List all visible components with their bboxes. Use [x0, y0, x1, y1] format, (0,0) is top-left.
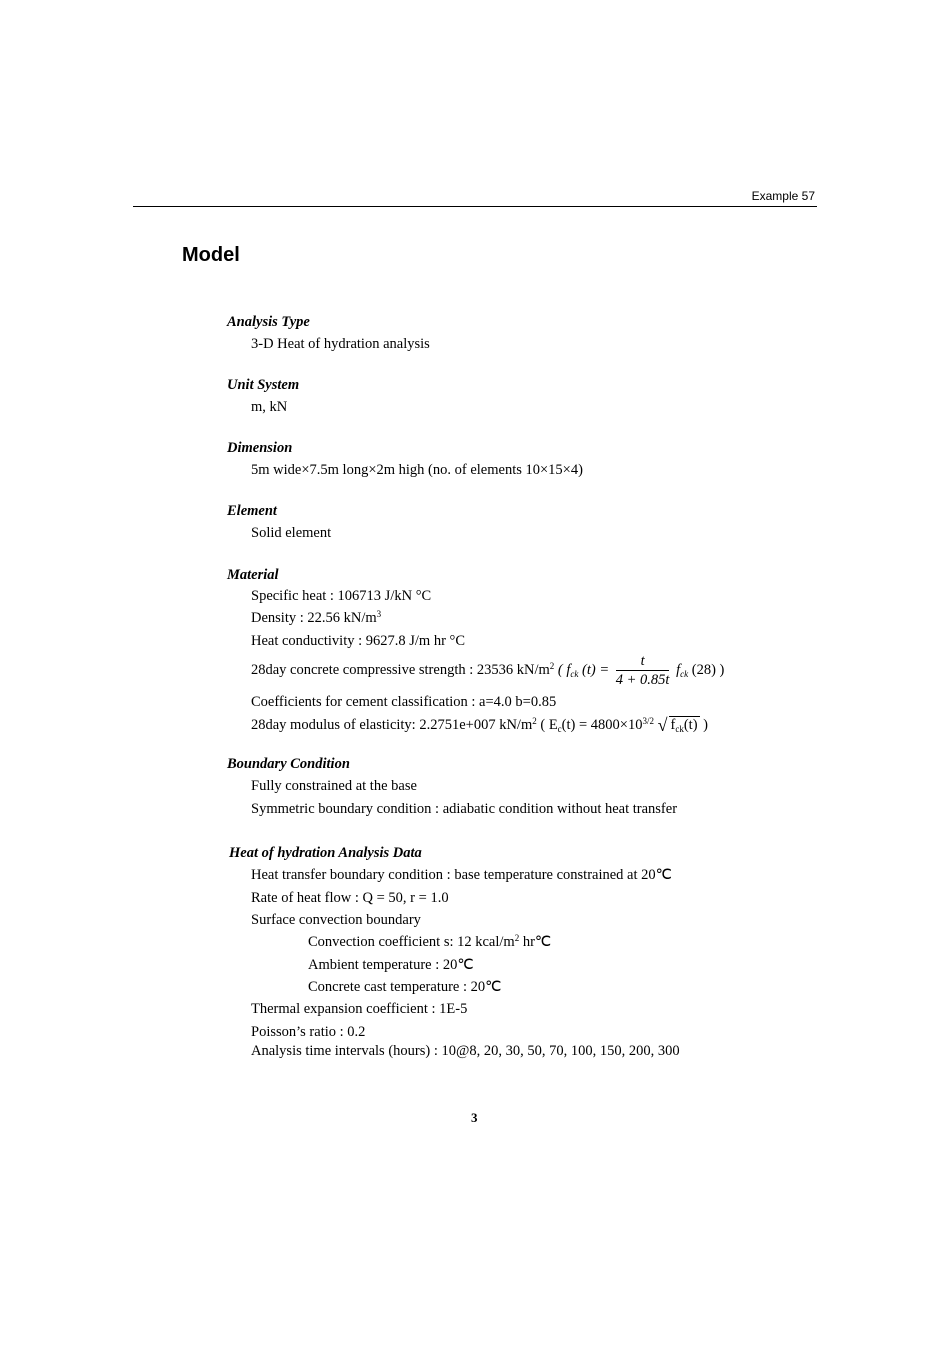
- dimension-heading: Dimension: [227, 440, 293, 456]
- intervals-line: Analysis time intervals (hours) : 10@8, 20, 30, 50, 70, 100, 150, 200, 300: [251, 1043, 680, 1059]
- strength-text: [251, 662, 554, 679]
- strength-fraction: [616, 653, 670, 688]
- modulus-formula-mid: (t) = 4800×10: [561, 717, 643, 733]
- boundary-line-1: Fully constrained at the base: [251, 778, 417, 794]
- section-title: Model: [182, 244, 240, 266]
- sqrt-sub: ck: [675, 724, 684, 734]
- modulus-label: 28day modulus of elasticity: 2.2751e+007 kN/m: [251, 717, 533, 733]
- sqrt-icon: √: [657, 715, 668, 735]
- dimension-value: 5m wide×7.5m long×2m high (no. of elements 10×15×4): [251, 462, 583, 478]
- modulus-formula-sub: c: [557, 724, 562, 734]
- header-label: Example 57: [751, 189, 815, 203]
- strength-formula-mid: (t) =: [582, 661, 610, 678]
- convection-line: [308, 934, 551, 951]
- ambient-line: Ambient temperature : 20℃: [308, 957, 474, 973]
- element-value: Solid element: [251, 525, 332, 541]
- cast-line: Concrete cast temperature : 20℃: [308, 979, 502, 995]
- modulus-formula-exp: 3/2: [642, 716, 654, 726]
- strength-exponent: 2: [549, 661, 555, 671]
- thermal-line: Thermal expansion coefficient : 1E-5: [251, 1001, 468, 1017]
- strength-label: 28day concrete compressive strength : 23536 kN/m: [251, 662, 550, 678]
- density-exponent: 3: [376, 609, 382, 619]
- analysis-type-heading: Analysis Type: [227, 314, 310, 330]
- convection-text: Convection coefficient s: 12 kcal/m: [308, 934, 515, 950]
- specific-heat-line: Specific heat : 106713 J/kN °C: [251, 588, 432, 604]
- coefficients-line: Coefficients for cement classification : a=4.0 b=0.85: [251, 694, 557, 710]
- convection-exponent: 2: [514, 933, 520, 943]
- conductivity-line: Heat conductivity : 9627.8 J/m hr °C: [251, 633, 466, 649]
- strength-formula-close: (28) ): [691, 661, 725, 678]
- modulus-close: ): [703, 717, 708, 733]
- modulus-formula-open: ( E: [540, 717, 558, 733]
- analysis-type-value: 3-D Heat of hydration analysis: [251, 336, 430, 352]
- page-number: 3: [471, 1110, 478, 1125]
- sqrt-t: (t): [683, 717, 698, 733]
- hydration-line-1: Heat transfer boundary condition : base temperature constrained at 20℃: [251, 867, 672, 883]
- boundary-line-2: Symmetric boundary condition : adiabatic condition without heat transfer: [251, 801, 678, 817]
- hydration-line-2: Rate of heat flow : Q = 50, r = 1.0: [251, 890, 449, 906]
- modulus-line: [251, 715, 708, 736]
- hydration-heading: Heat of hydration Analysis Data: [229, 845, 422, 861]
- convection-unit: hr℃: [519, 934, 552, 950]
- strength-line: [251, 653, 724, 693]
- density-line: [251, 610, 381, 627]
- density-text: Density : 22.56 kN/m: [251, 610, 377, 626]
- boundary-heading: Boundary Condition: [227, 756, 350, 772]
- strength-formula-f: f: [676, 661, 681, 678]
- material-heading: Material: [227, 567, 279, 583]
- element-heading: Element: [227, 503, 277, 519]
- strength-formula-sub2: ck: [680, 668, 689, 679]
- strength-formula-open: ( f: [557, 661, 571, 678]
- fraction-denominator: 4 + 0.85t: [615, 672, 670, 688]
- strength-formula-sub: ck: [570, 668, 579, 679]
- fraction-numerator: t: [616, 653, 670, 671]
- hydration-line-3: Surface convection boundary: [251, 912, 421, 928]
- unit-system-value: m, kN: [251, 399, 288, 415]
- strength-formula: [558, 653, 724, 688]
- sqrt-content: [669, 716, 700, 734]
- poisson-line: Poisson’s ratio : 0.2: [251, 1024, 366, 1040]
- modulus-exponent: 2: [532, 716, 537, 726]
- sqrt-f: f: [670, 717, 676, 733]
- unit-system-heading: Unit System: [227, 377, 300, 393]
- page-header: [133, 186, 817, 207]
